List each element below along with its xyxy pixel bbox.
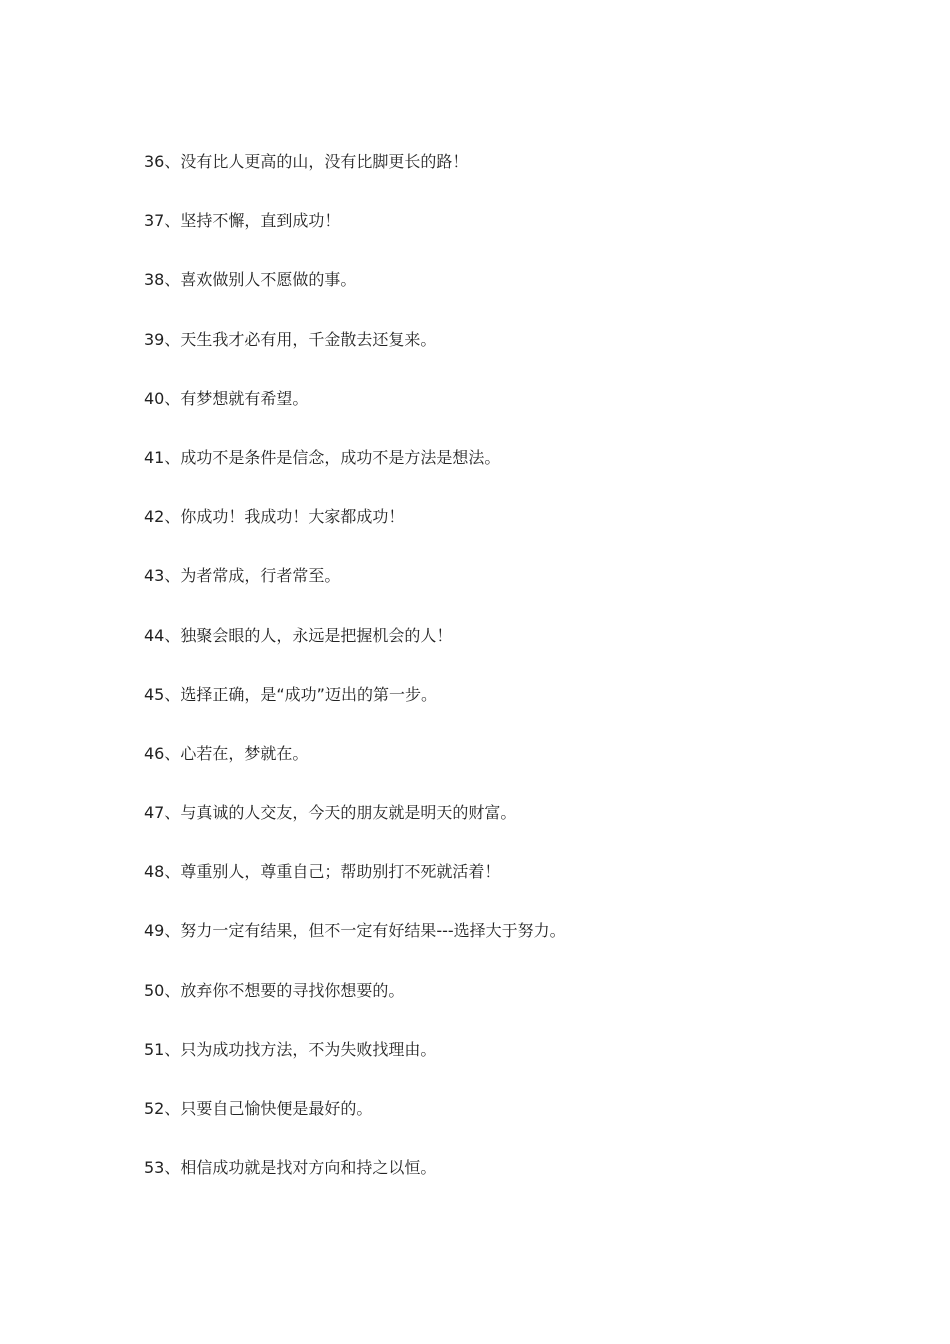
quote-item: 45、选择正确，是“成功”迈出的第一步。 — [144, 684, 437, 704]
quote-item: 46、心若在，梦就在。 — [144, 743, 309, 763]
quote-item: 36、没有比人更高的山，没有比脚更长的路！ — [144, 152, 469, 171]
quote-item: 37、坚持不懈，直到成功！ — [144, 211, 341, 231]
quote-item: 42、你成功！我成功！大家都成功！ — [144, 507, 405, 527]
quote-item: 43、为者常成，行者常至。 — [144, 566, 341, 586]
quote-item: 40、有梦想就有希望。 — [144, 388, 309, 408]
quote-item: 50、放弃你不想要的寻找你想要的。 — [144, 980, 405, 1000]
quote-list — [144, 150, 904, 1215]
quote-item: 52、只要自己愉快便是最好的。 — [144, 1099, 373, 1118]
quote-item: 48、尊重别人，尊重自己；帮助别打不死就活着！ — [144, 862, 501, 882]
quote-item: 51、只为成功找方法，不为失败找理由。 — [144, 1039, 437, 1059]
quote-item: 47、与真诚的人交友，今天的朋友就是明天的财富。 — [144, 803, 517, 823]
quote-item: 49、努力一定有结果，但不一定有好结果---选择大于努力。 — [144, 921, 566, 941]
quote-item: 53、相信成功就是找对方向和持之以恒。 — [144, 1158, 437, 1178]
quote-item: 38、喜欢做别人不愿做的事。 — [144, 270, 357, 290]
quote-item: 41、成功不是条件是信念，成功不是方法是想法。 — [144, 447, 501, 467]
quote-item: 39、天生我才必有用，千金散去还复来。 — [144, 329, 437, 349]
quote-item: 44、独聚会眼的人，永远是把握机会的人！ — [144, 625, 453, 645]
